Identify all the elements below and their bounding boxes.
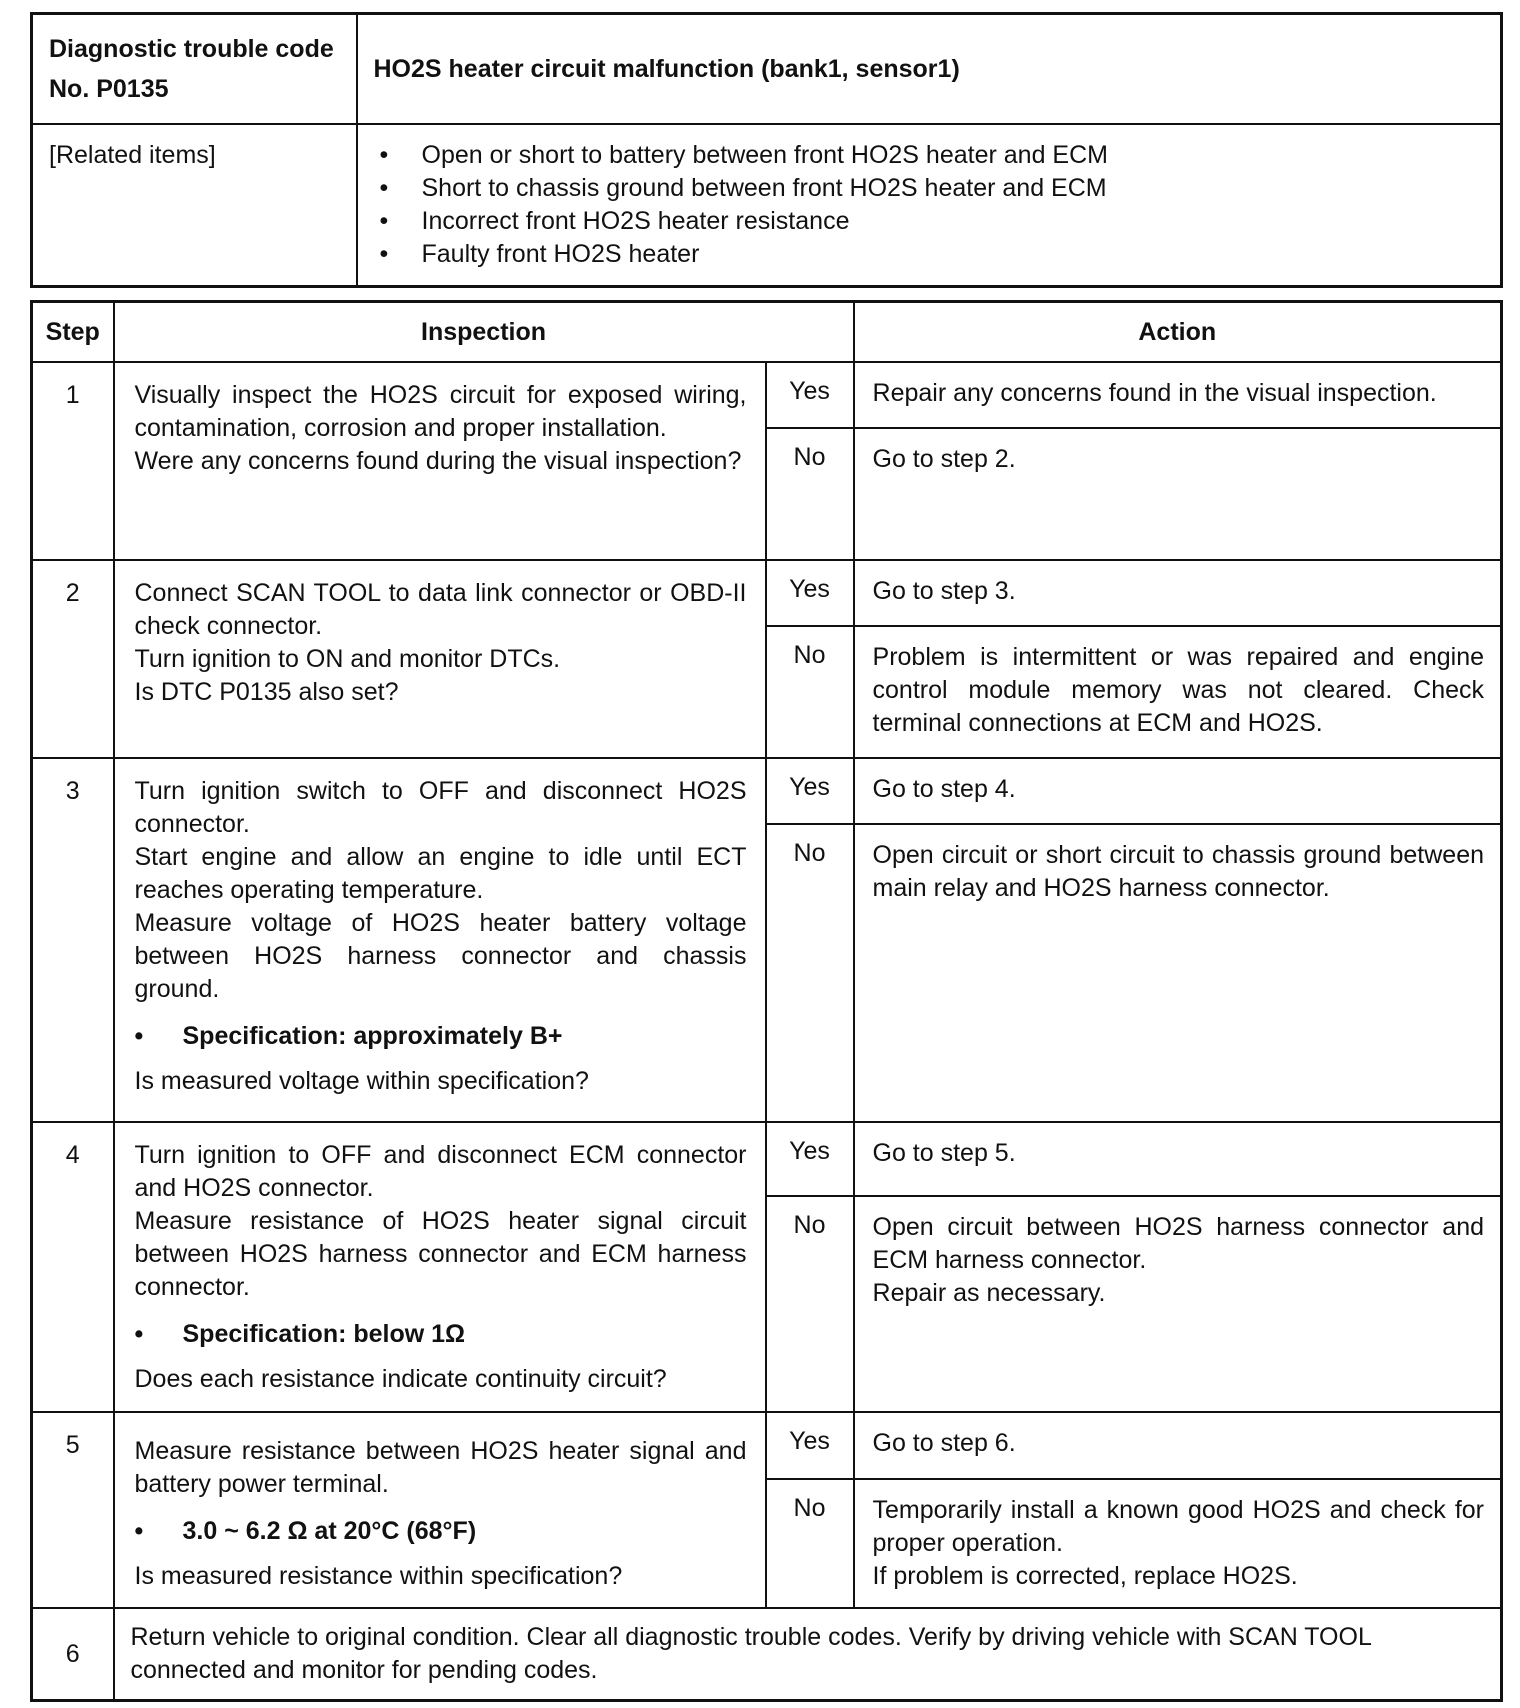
inspection-text: Measure resistance between HO2S heater signal and battery power terminal. xyxy=(134,1437,747,1498)
dtc-label-line1: Diagnostic trouble code xyxy=(49,35,334,63)
yes-action: Go to step 6. xyxy=(854,1412,1502,1479)
yes-label: Yes xyxy=(766,758,854,824)
yes-label: Yes xyxy=(766,362,854,428)
dtc-code: No. P0135 xyxy=(49,75,169,103)
inspection-text: Turn ignition switch to OFF and disconnect HO2S connector. xyxy=(134,777,747,838)
no-label: No xyxy=(766,1479,854,1608)
step-inspection xyxy=(114,758,766,1122)
yes-action: Repair any concerns found in the visual inspection. xyxy=(854,362,1502,428)
inspection-text: Turn ignition to ON and monitor DTCs. xyxy=(134,645,561,673)
no-action xyxy=(854,1479,1502,1608)
inspection-text: Turn ignition to OFF and disconnect ECM connector and HO2S connector. xyxy=(134,1141,747,1202)
no-action xyxy=(854,1196,1502,1412)
specification: • 3.0 ~ 6.2 Ω at 20°C (68°F) xyxy=(135,1515,747,1548)
header-inspection: Inspection xyxy=(114,302,854,363)
no-action-text: If problem is corrected, replace HO2S. xyxy=(872,1562,1298,1591)
step-number: 6 xyxy=(32,1608,114,1701)
step-number: 1 xyxy=(32,362,114,560)
no-action: Problem is intermittent or was repaired and engine control module memory was not cleared. Check terminal connections at ECM and HO2S. xyxy=(854,626,1502,758)
no-action: Open circuit or short circuit to chassis ground between main relay and HO2S harness connector. xyxy=(854,824,1502,1122)
inspection-text: Start engine and allow an engine to idle until ECT reaches operating temperature. xyxy=(134,843,747,904)
dtc-label-cell xyxy=(32,14,357,125)
specification: • Specification: below 1Ω xyxy=(135,1318,747,1351)
dtc-title: HO2S heater circuit malfunction (bank1, sensor1) xyxy=(373,54,960,83)
specification: • Specification: approximately B+ xyxy=(135,1020,747,1053)
inspection-text: Measure resistance of HO2S heater signal circuit between HO2S harness connector and ECM harness connector. xyxy=(134,1207,747,1301)
related-item: • Short to chassis ground between front HO2S heater and ECM xyxy=(374,172,1485,205)
related-item: • Open or short to battery between front HO2S heater and ECM xyxy=(374,139,1485,172)
no-action-text: Open circuit between HO2S harness connector and ECM harness connector. xyxy=(872,1213,1485,1274)
no-action-text: Repair as necessary. xyxy=(872,1279,1106,1307)
related-item: • Incorrect front HO2S heater resistance xyxy=(374,205,1485,238)
step-number: 4 xyxy=(32,1122,114,1412)
no-label: No xyxy=(766,824,854,1122)
step-number: 3 xyxy=(32,758,114,1122)
dtc-header-table xyxy=(30,12,1503,288)
no-label: No xyxy=(766,428,854,560)
step-inspection xyxy=(114,362,766,560)
header-step: Step xyxy=(32,302,114,363)
step-inspection xyxy=(114,560,766,758)
inspection-question: Is measured voltage within specification? xyxy=(134,1067,589,1095)
inspection-question: Were any concerns found during the visual inspection? xyxy=(134,447,742,475)
yes-label: Yes xyxy=(766,1412,854,1479)
step-inspection xyxy=(114,1122,766,1412)
dtc-title-cell xyxy=(357,14,1502,125)
inspection-question: Is measured resistance within specification? xyxy=(134,1562,623,1590)
related-items-label: [Related items] xyxy=(49,141,216,169)
inspection-text: Connect SCAN TOOL to data link connector or OBD-II check connector. xyxy=(134,579,747,640)
no-action-text: Temporarily install a known good HO2S and check for proper operation. xyxy=(872,1496,1485,1558)
related-item: • Faulty front HO2S heater xyxy=(374,238,1485,271)
no-label: No xyxy=(766,626,854,758)
final-step-text: Return vehicle to original condition. Clear all diagnostic trouble codes. Verify by driving vehicle with SCAN TOOL connected and monitor for pending codes. xyxy=(114,1608,1502,1701)
step-number: 2 xyxy=(32,560,114,758)
yes-action: Go to step 3. xyxy=(854,560,1502,626)
header-action: Action xyxy=(854,302,1502,363)
no-action: Go to step 2. xyxy=(854,428,1502,560)
related-items-cell xyxy=(357,124,1502,287)
inspection-text: Visually inspect the HO2S circuit for exposed wiring, contamination, corrosion and proper installation. xyxy=(134,381,747,442)
yes-label: Yes xyxy=(766,1122,854,1196)
related-label-cell xyxy=(32,124,357,287)
step-number: 5 xyxy=(32,1412,114,1608)
step-inspection xyxy=(114,1412,766,1608)
inspection-table xyxy=(30,300,1503,1702)
no-label: No xyxy=(766,1196,854,1412)
inspection-question: Is DTC P0135 also set? xyxy=(134,678,399,706)
inspection-question: Does each resistance indicate continuity circuit? xyxy=(134,1365,667,1393)
yes-label: Yes xyxy=(766,560,854,626)
related-items-list xyxy=(374,139,1485,271)
yes-action: Go to step 5. xyxy=(854,1122,1502,1196)
yes-action: Go to step 4. xyxy=(854,758,1502,824)
inspection-text: Measure voltage of HO2S heater battery voltage between HO2S harness connector and chassis ground. xyxy=(134,909,747,1003)
